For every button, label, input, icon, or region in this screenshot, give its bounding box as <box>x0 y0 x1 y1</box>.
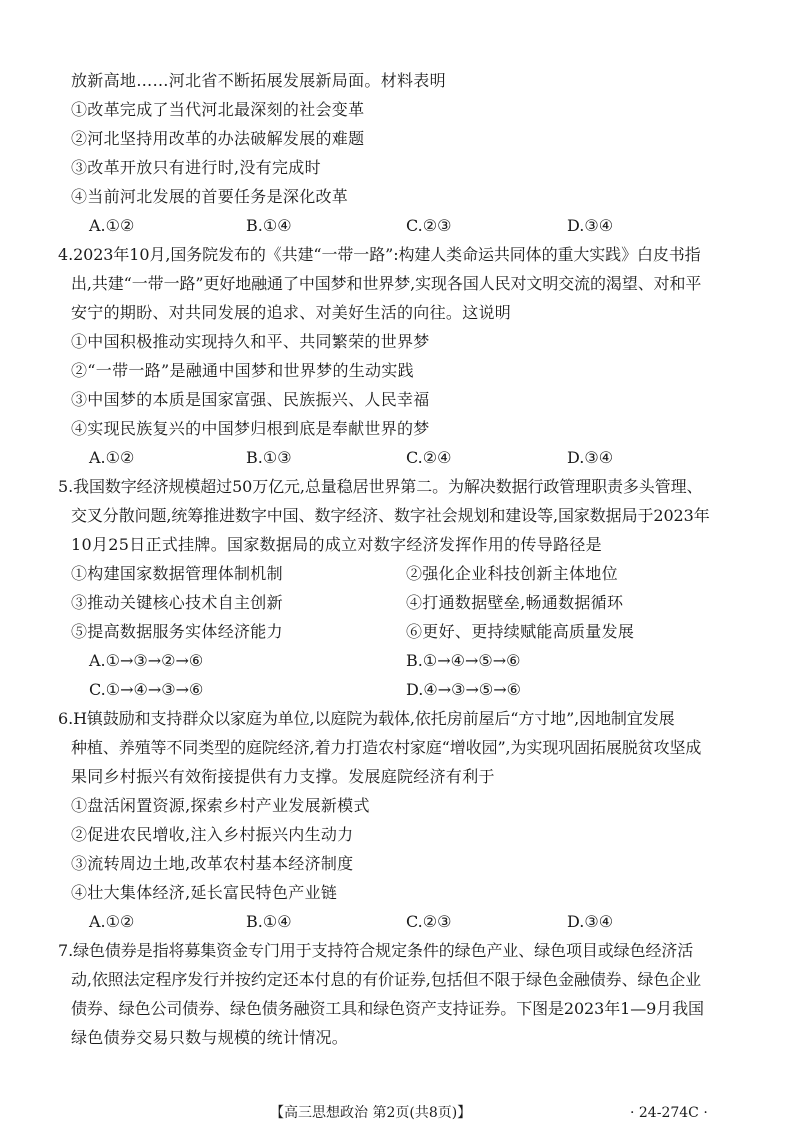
q6-stem-line-2: 种植、养殖等不同类型的庭院经济,着力打造农村家庭“增收园”,为实现巩固拓展脱贫攻坚成 <box>71 738 702 757</box>
q6-option-d: D.③④ <box>567 912 614 931</box>
q6-option-a: A.①② <box>89 912 135 931</box>
page-footer-code: · 24-274C · <box>630 1105 708 1121</box>
q6-statement-1: ①盘活闲置资源,探索乡村产业发展新模式 <box>71 796 370 815</box>
q6-statement-3: ③流转周边土地,改革农村基本经济制度 <box>71 854 354 873</box>
q5-option-d: D.④→③→⑤→⑥ <box>406 680 521 699</box>
q5-statement-1: ①构建国家数据管理体制机制 <box>71 564 283 583</box>
q5-statement-5: ⑤提高数据服务实体经济能力 <box>71 622 283 641</box>
q4-statement-2: ②“一带一路”是融通中国梦和世界梦的生动实践 <box>71 361 414 380</box>
q5-stem-line-1: 5.我国数字经济规模超过50万亿元,总量稳居世界第二。为解决数据行政管理职责多头管理、 <box>58 477 703 496</box>
q4-option-b: B.①③ <box>246 448 292 467</box>
q7-stem-line-4: 绿色债券交易只数与规模的统计情况。 <box>71 1028 349 1047</box>
q4-statement-3: ③中国梦的本质是国家富强、民族振兴、人民幸福 <box>71 390 430 409</box>
q5-statement-4: ④打通数据壁垒,畅通数据循环 <box>406 593 624 612</box>
q6-statement-4: ④壮大集体经济,延长富民特色产业链 <box>71 883 338 902</box>
q3-option-b: B.①④ <box>246 216 292 235</box>
q6-option-b: B.①④ <box>246 912 292 931</box>
q7-stem-line-2: 动,依照法定程序发行并按约定还本付息的有价证券,包括但不限于绿色金融债券、绿色企业 <box>71 970 702 989</box>
q5-statement-2: ②强化企业科技创新主体地位 <box>406 564 618 583</box>
page-footer-title: 【高三思想政治 第2页(共8页)】 <box>270 1105 472 1121</box>
q4-stem-line-1: 4.2023年10月,国务院发布的《共建“一带一路”:构建人类命运共同体的重大实践》白皮书指 <box>58 245 701 264</box>
q3-stem: 放新高地……河北省不断拓展发展新局面。材料表明 <box>71 71 446 90</box>
q6-statement-2: ②促进农民增收,注入乡村振兴内生动力 <box>71 825 354 844</box>
q4-stem-line-2: 出,共建“一带一路”更好地融通了中国梦和世界梦,实现各国人民对文明交流的渴望、对和平 <box>71 274 702 293</box>
q5-option-c: C.①→④→③→⑥ <box>89 680 204 699</box>
q6-stem-line-1: 6.H镇鼓励和支持群众以家庭为单位,以庭院为载体,依托房前屋后“方寸地”,因地制宜发展 <box>58 709 675 728</box>
q6-option-c: C.②③ <box>406 912 452 931</box>
q5-statement-6: ⑥更好、更持续赋能高质量发展 <box>406 622 635 641</box>
q5-option-a: A.①→③→②→⑥ <box>89 651 204 670</box>
q3-option-c: C.②③ <box>406 216 452 235</box>
q3-option-a: A.①② <box>89 216 135 235</box>
q5-stem-line-2: 交叉分散问题,统筹推进数字中国、数字经济、数字社会规划和建设等,国家数据局于2023年 <box>71 506 710 525</box>
q4-option-a: A.①② <box>89 448 135 467</box>
q4-statement-4: ④实现民族复兴的中国梦归根到底是奉献世界的梦 <box>71 419 430 438</box>
q5-stem-line-3: 10月25日正式挂牌。国家数据局的成立对数字经济发挥作用的传导路径是 <box>71 535 602 554</box>
q3-statement-4: ④当前河北发展的首要任务是深化改革 <box>71 187 349 206</box>
q3-statement-3: ③改革开放只有进行时,没有完成时 <box>71 158 321 177</box>
q3-statement-1: ①改革完成了当代河北最深刻的社会变革 <box>71 100 365 119</box>
q4-statement-1: ①中国积极推动实现持久和平、共同繁荣的世界梦 <box>71 332 430 351</box>
q3-statement-2: ②河北坚持用改革的办法破解发展的难题 <box>71 129 365 148</box>
q3-option-d: D.③④ <box>567 216 614 235</box>
q5-option-b: B.①→④→⑤→⑥ <box>406 651 521 670</box>
q4-stem-line-3: 安宁的期盼、对共同发展的追求、对美好生活的向往。这说明 <box>71 303 512 322</box>
q6-stem-line-3: 果同乡村振兴有效衔接提供有力支撑。发展庭院经济有利于 <box>71 767 495 786</box>
q7-stem-line-3: 债券、绿色公司债券、绿色债务融资工具和绿色资产支持证券。下图是2023年1—9月我国 <box>71 999 704 1018</box>
q4-option-d: D.③④ <box>567 448 614 467</box>
q7-stem-line-1: 7.绿色债券是指将募集资金专门用于支持符合规定条件的绿色产业、绿色项目或绿色经济活 <box>58 941 694 960</box>
q5-statement-3: ③推动关键核心技术自主创新 <box>71 593 283 612</box>
q4-option-c: C.②④ <box>406 448 452 467</box>
